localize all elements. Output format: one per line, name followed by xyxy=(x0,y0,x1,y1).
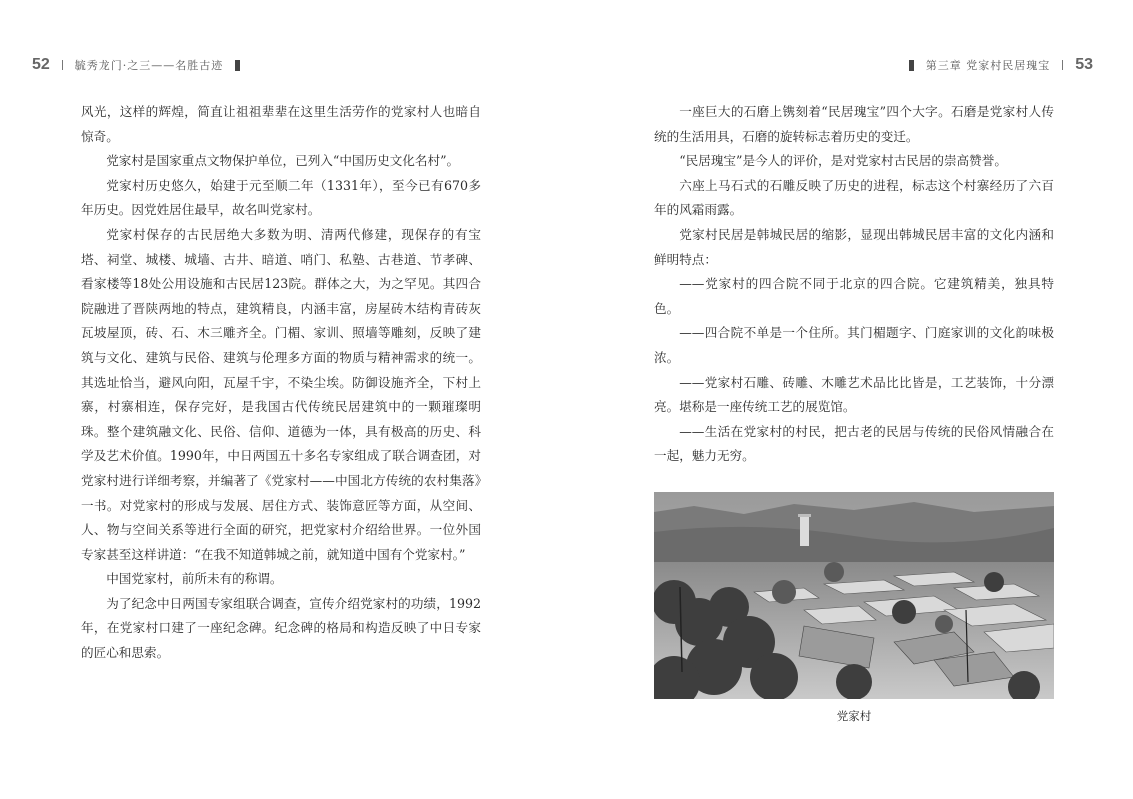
right-page-number: 53 xyxy=(1075,56,1093,73)
left-page-number: 52 xyxy=(32,56,50,73)
paragraph: 六座上马石式的石雕反映了历史的进程，标志这个村寨经历了六百年的风霜雨露。 xyxy=(654,177,1054,218)
header-divider xyxy=(62,60,63,70)
paragraph: 党家村保存的古民居绝大多数为明、清两代修建，现保存的有宝塔、祠堂、城楼、城墙、古井、暗道、哨门、私塾、古巷道、节孝碑、看家楼等18处公用设施和古民居123院。群体之大，为之罕见。其四合院融进了晋陕两地的特点，建筑精良，内涵丰富，房屋砖木结构青砖灰瓦坡屋顶，砖、石、木三雕齐全。门楣、家训、照墙等雕刻，反映了建筑与文化、建筑与民俗、建筑与伦理多方面的物质与精神需求的统一。其选址恰当，避风向阳，瓦屋千宇，不染尘埃。防御设施齐全，下村上寨，村寨相连，保存完好，是我国古代传统民居建筑中的一颗璀璨明珠。整个建筑融文化、民俗、信仰、道德为一体，具有极高的历史、科学及艺术价值。1990年，中日两国五十多名专家组成了联合调查团，对党家村进行详细考察，并编著了《党家村——中国北方传统的农村集落》一书。对党家村的形成与发展、居住方式、装饰意匠等方面，从空间、人、物与空间关系等进行全面的研究，把党家村介绍给世界。一位外国专家甚至这样讲道：“在我不知道韩城之前，就知道中国有个党家村。” xyxy=(81,226,481,562)
paragraph: ——党家村石雕、砖雕、木雕艺术品比比皆是，工艺装饰，十分漂亮。堪称是一座传统工艺的展览馆。 xyxy=(654,374,1054,415)
left-page xyxy=(0,0,566,799)
right-page xyxy=(566,0,1133,799)
left-body-text xyxy=(81,100,481,666)
header-block-mark xyxy=(909,60,914,71)
right-page-header xyxy=(897,54,1093,76)
paragraph: 党家村民居是韩城民居的缩影，显现出韩城民居丰富的文化内涵和鲜明特点： xyxy=(654,226,1054,267)
village-photo xyxy=(654,492,1054,699)
left-running-title: 毓秀龙门·之三——名胜古迹 xyxy=(74,59,224,72)
left-page-header xyxy=(32,54,252,76)
paragraph: 党家村历史悠久，始建于元至顺二年（1331年），至今已有670多年历史。因党姓居住最早，故名叫党家村。 xyxy=(81,177,481,218)
paragraph: 中国党家村，前所未有的称谓。 xyxy=(106,571,283,587)
paragraph: ——四合院不单是一个住所。其门楣题字、门庭家训的文化韵味极浓。 xyxy=(654,325,1054,365)
paragraph: ——生活在党家村的村民，把古老的民居与传统的民俗风情融合在一起，魅力无穷。 xyxy=(654,423,1054,464)
paragraph: 为了纪念中日两国专家组联合调查，宣传介绍党家村的功绩，1992年，在党家村口建了一座纪念碑。纪念碑的格局和构造反映了中日专家的匠心和思索。 xyxy=(81,595,481,661)
paragraph: “民居瑰宝”是今人的评价，是对党家村古民居的崇高赞誉。 xyxy=(679,153,1007,169)
paragraph: 风光，这样的辉煌，简直让祖祖辈辈在这里生活劳作的党家村人也暗自惊奇。 xyxy=(81,104,481,144)
paragraph: 党家村是国家重点文物保护单位，已列入“中国历史文化名村”。 xyxy=(106,153,460,169)
photo-caption: 党家村 xyxy=(836,709,872,723)
village-photo-illustration xyxy=(654,492,1054,699)
header-block-mark xyxy=(235,60,240,71)
paragraph: ——党家村的四合院不同于北京的四合院。它建筑精美，独具特色。 xyxy=(654,276,1054,316)
paragraph: 一座巨大的石磨上镌刻着“民居瑰宝”四个大字。石磨是党家村人传统的生活用具，石磨的旋转标志着历史的变迁。 xyxy=(654,104,1054,144)
right-running-title: 第三章 党家村民居瑰宝 xyxy=(925,59,1051,72)
right-body-text xyxy=(654,100,1054,469)
header-divider xyxy=(1062,60,1063,70)
